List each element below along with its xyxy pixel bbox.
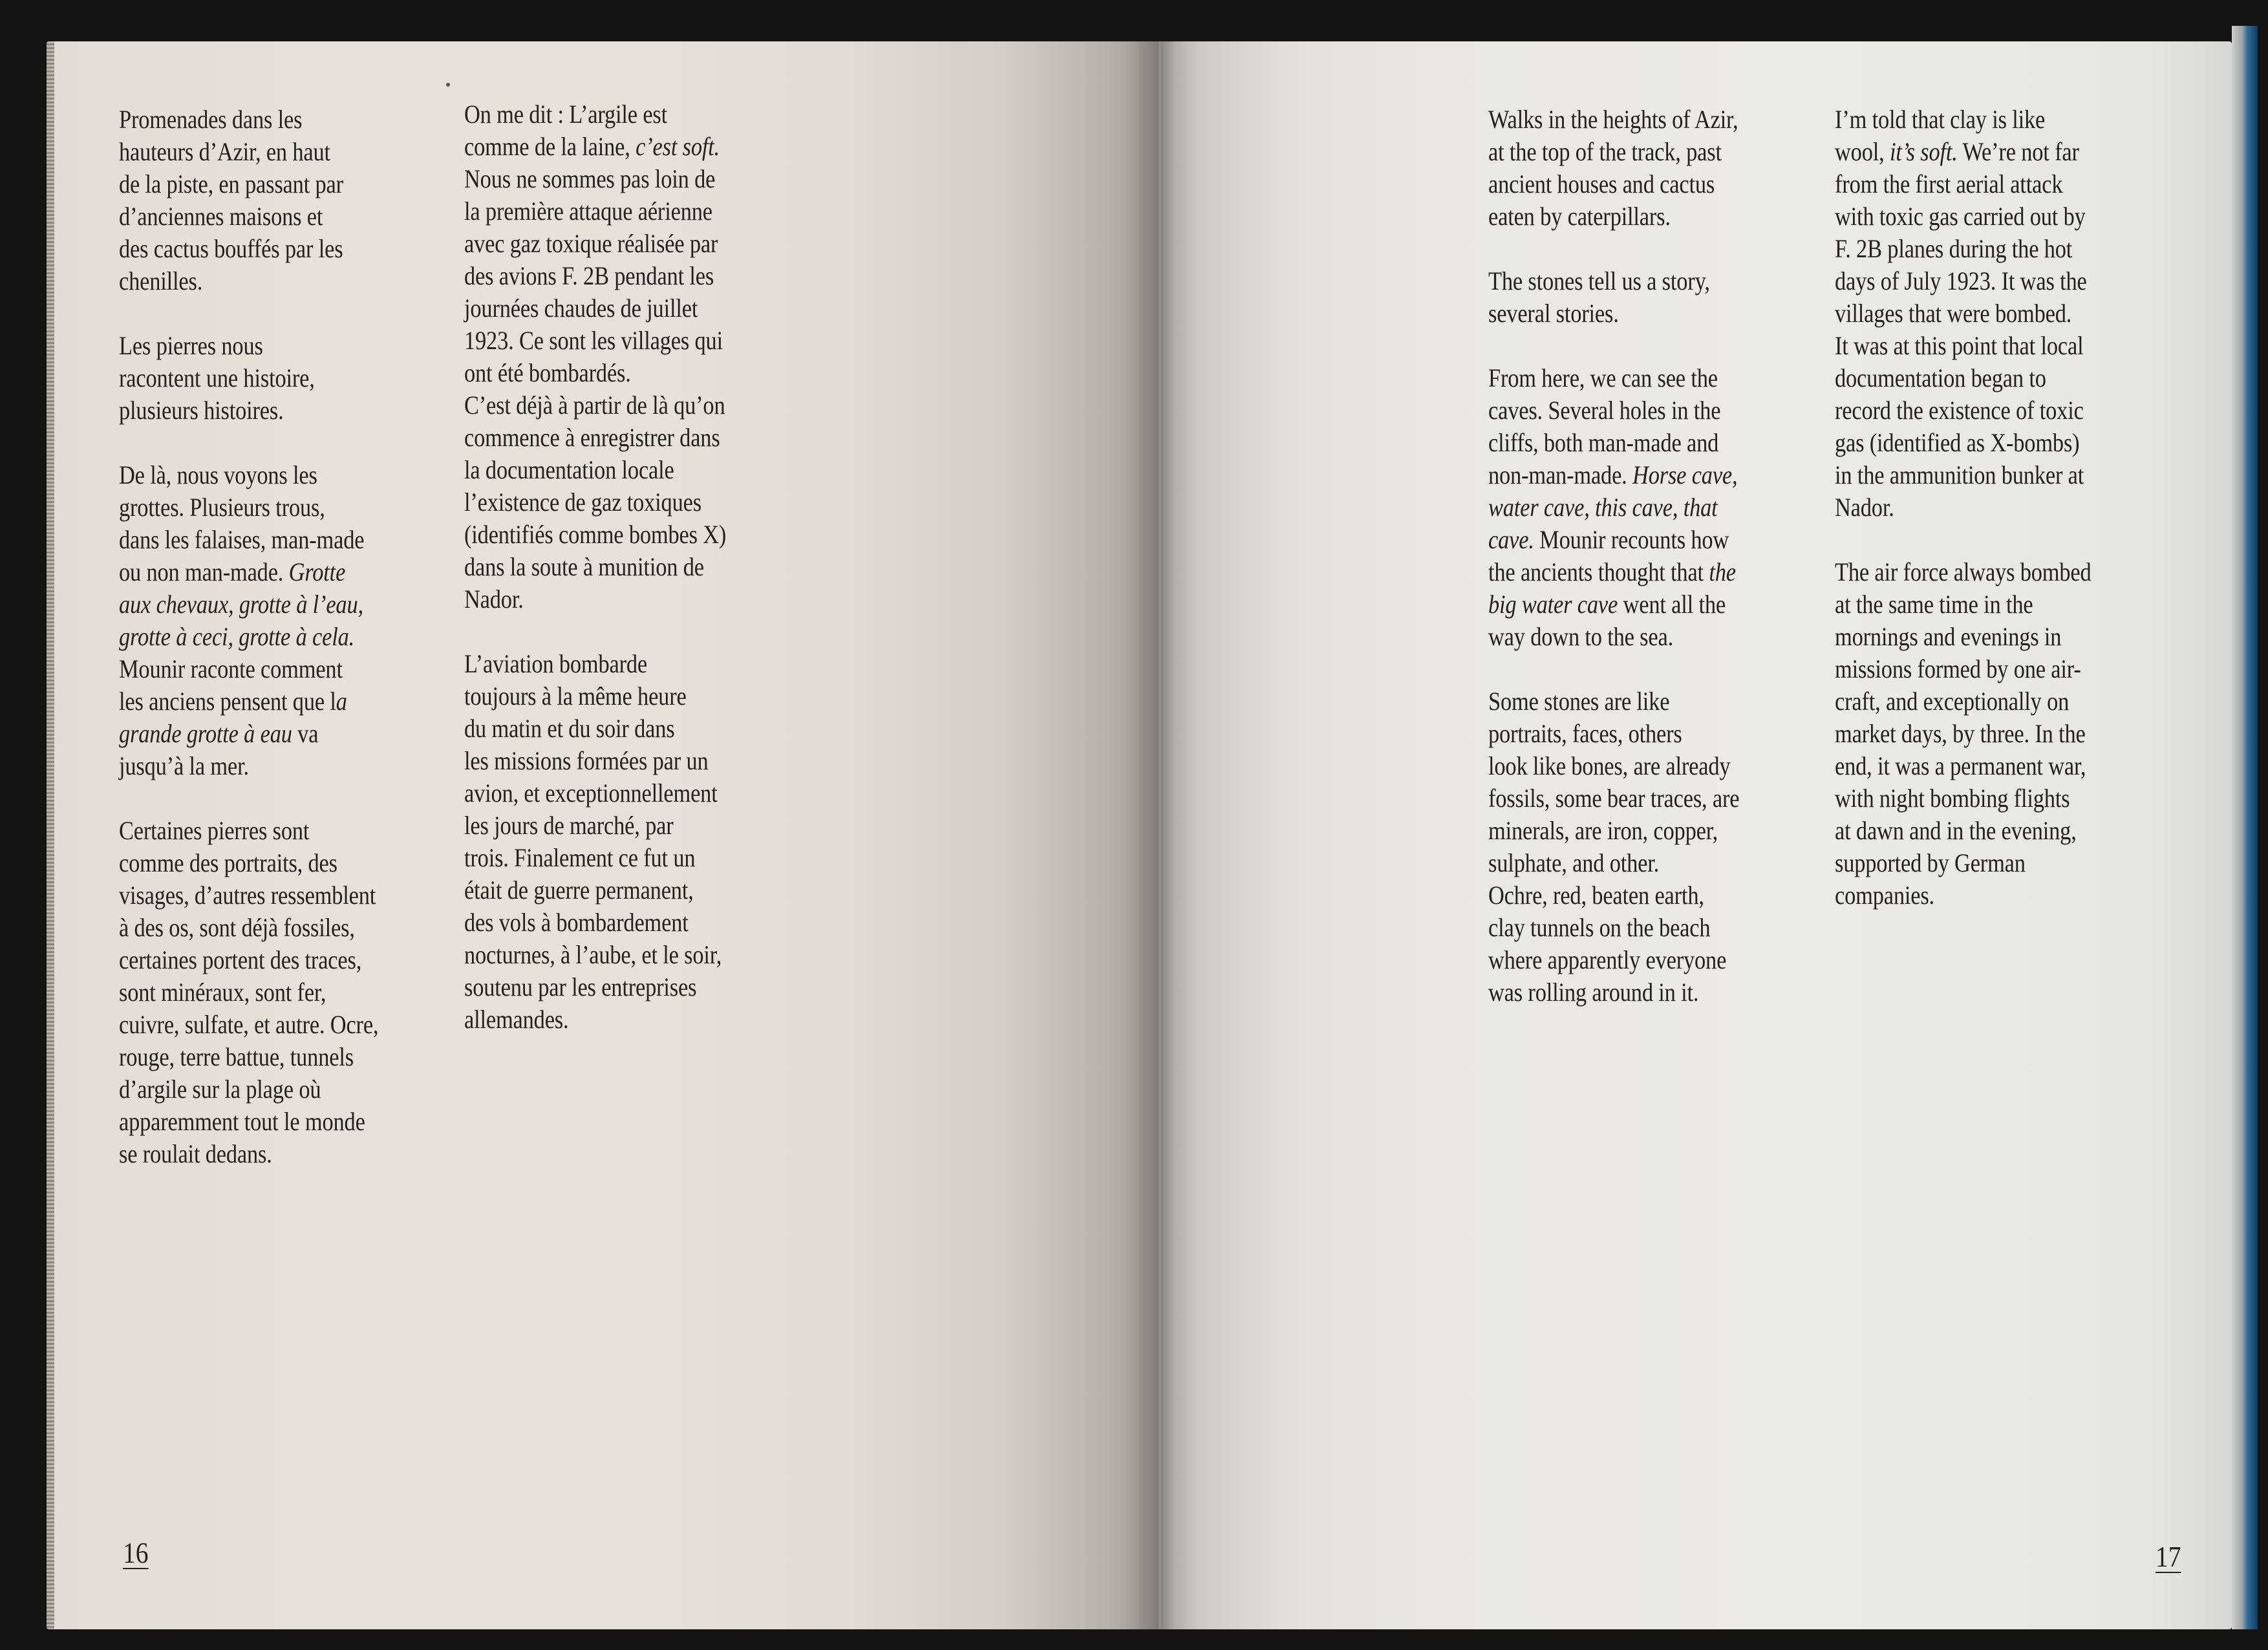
paragraph: L’aviation bombarde toujours à la même heure du matin et du soir dans les missions formées par un avion, et exceptionnellement les jours de marché, par trois. Finalement ce fut un était de guerre permanent, des vols à bombardement nocturnes, à l’aube, et le soir, soutenu par les entreprises allemandes. — [464, 649, 722, 1034]
text-run: Mounir recounts how the ancients thought that — [1488, 525, 1729, 586]
text-run: From here, we can see the caves. Several holes in the cliffs, both man-made and non-man-made. — [1488, 363, 1721, 489]
paragraph: Promenades dans les hauteurs d’Azir, en haut de la piste, en passant par d’anciennes maisons et des cactus bouffés par les chenilles. — [119, 105, 343, 295]
italic-run: a grande grotte à eau — [119, 687, 347, 748]
page-number-right: 17 — [2156, 1540, 2181, 1573]
right-column-2 — [1835, 103, 2157, 912]
page-number-left: 16 — [123, 1536, 149, 1569]
italic-run: c’est soft. — [636, 132, 720, 161]
paragraph: The air force always bombed at the same time in the mornings and evenings in missions formed by one air- craft, and exceptionally on market days, by three. In the end, it was a permanent war, with night bombing flights at dawn and in the evening, supported by German companies. — [1835, 557, 2091, 910]
text-run: I’m told that clay is like wool, — [1835, 105, 2046, 166]
italic-run: it’s soft. — [1889, 137, 1958, 166]
right-column-1 — [1488, 103, 1800, 1009]
paragraph: Certaines pierres sont comme des portraits, des visages, d’autres ressemblent à des os, sont déjà fossiles, certaines portent des traces, sont minéraux, sont fer, cuivre, sulfate, et autre. Ocre, rouge, terre battue, tunnels d’argile sur la plage où apparemment tout le monde se roulait dedans. — [119, 816, 379, 1168]
paragraph: Some stones are like portraits, faces, others look like bones, are already fossils, some bear traces, are minerals, are iron, copper, sulphate, and other. Ochre, red, beaten earth, clay tunnels on the beach where apparently everyone was rolling around in it. — [1488, 687, 1740, 1007]
gutter-shadow — [1125, 41, 1196, 1629]
italic-run: the big water cave — [1488, 557, 1736, 619]
paragraph: The stones tell us a story, several stories. — [1488, 266, 1710, 328]
paragraph — [1835, 103, 2157, 524]
text-run: We’re not far from the first aerial attack with toxic gas carried out by F. 2B planes during the hot days of July 1923. It was the villages that were bombed. It was at this point that local documentation began to record the existence of toxic gas (identified as X-bombs) in the ammunition bunker at Nador. — [1835, 137, 2087, 522]
page-edge — [2232, 26, 2258, 1629]
text-run: On me dit : L’argile est comme de la laine, — [464, 100, 668, 161]
left-column-1 — [119, 103, 442, 1170]
text-run: va jusqu’à la mer. — [119, 719, 319, 780]
italic-run: Horse cave, water cave, this cave, that cave. — [1488, 460, 1738, 554]
ink-speck — [446, 83, 450, 87]
italic-run: Grotte aux chevaux, grotte à l’eau, grotte à ceci, grotte à cela. — [119, 557, 363, 651]
text-run: De là, nous voyons les grottes. Plusieurs trous, dans les falaises, man-made ou non man-made. — [119, 460, 365, 586]
paragraph: Les pierres nous racontent une histoire, plusieurs histoires. — [119, 331, 315, 425]
text-run: Nous ne sommes pas loin de la première attaque aérienne avec gaz toxique réalisée par des avions F. 2B pendant les journées chaudes de juillet 1923. Ce sont les villages qui ont été bombardés. C’est déjà à partir de là qu’on commence à enregistrer dans la documentation locale l’existence de gaz toxiques (identifiés comme bombes X) dans la soute à munition de Nador. — [464, 164, 727, 614]
paragraph: Walks in the heights of Azir, at the top of the track, past ancient houses and cactus eaten by caterpillars. — [1488, 105, 1738, 231]
text-run: Mounir raconte comment les anciens pensent que l — [119, 654, 343, 716]
paragraph — [119, 459, 442, 782]
left-column-2 — [464, 98, 776, 1036]
paragraph — [464, 98, 776, 616]
text-run: went all the way down to the sea. — [1488, 590, 1726, 651]
paragraph — [1488, 362, 1800, 653]
